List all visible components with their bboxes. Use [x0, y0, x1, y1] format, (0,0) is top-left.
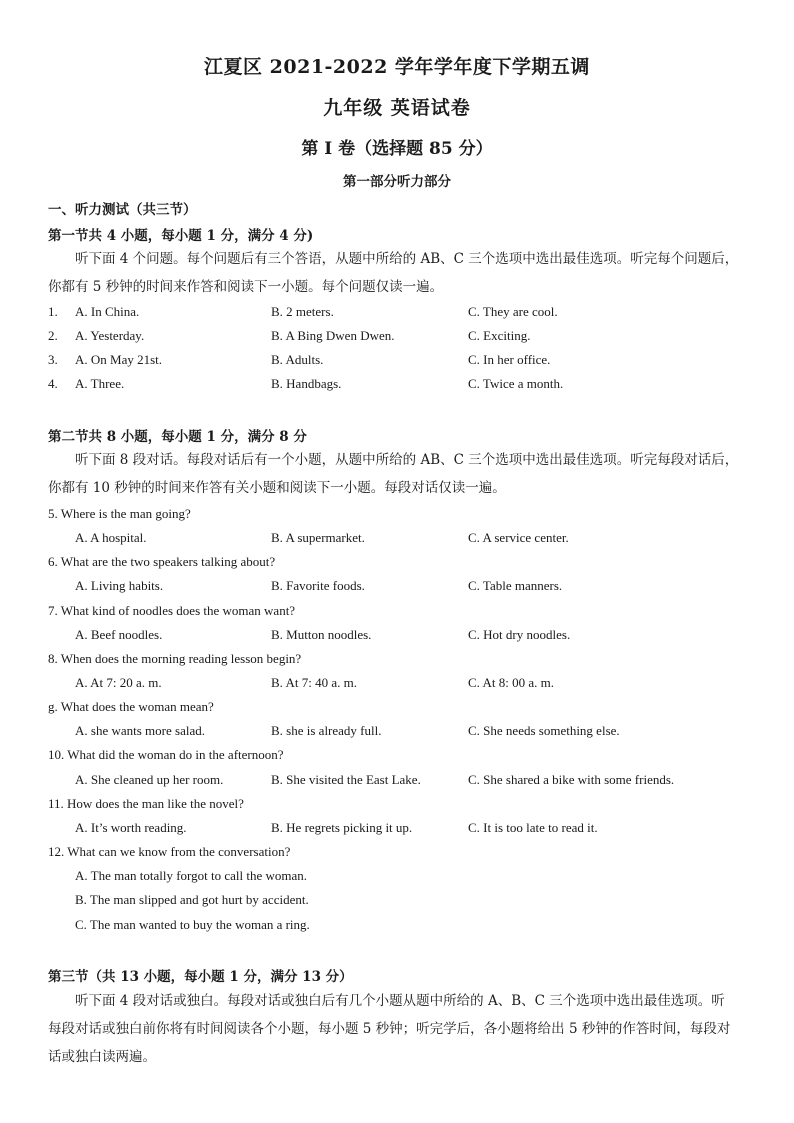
section3-line1: 听下面 4 段对话或独白。每段对话或独白后有几个小题从题中所给的 A、B、C 三个选项中选出最佳选项。听: [75, 993, 725, 1009]
question-9: g. What does the woman mean?: [48, 699, 214, 714]
option-b: B. He regrets picking it up.: [271, 820, 413, 835]
option-a: A. A hospital.: [75, 530, 147, 545]
option-b: B. Mutton noodles.: [271, 627, 372, 642]
option-c: C. She needs something else.: [468, 723, 620, 738]
question-12: 12. What can we know from the conversation?: [48, 844, 291, 859]
option-c: C. She shared a bike with some friends.: [468, 772, 675, 787]
option-a: A. At 7: 20 a. m.: [75, 675, 162, 690]
section3-line3: 话或独白读两遍。: [48, 1049, 156, 1065]
section2-heading: 第二节共 8 小题，每小题 1 分，满分 8 分: [48, 429, 307, 445]
option-b: B. Favorite foods.: [271, 578, 365, 593]
section2-line2: 你都有 10 秒钟的时间来作答有关小题和阅读下一小题。每段对话仅读一遍。: [48, 480, 506, 496]
section2-instructions: [48, 446, 758, 502]
option-a: A. It’s worth reading.: [75, 820, 187, 835]
option-b: B. At 7: 40 a. m.: [271, 675, 357, 690]
question-8: 8. When does the morning reading lesson begin?: [48, 651, 302, 666]
section1-line1: 听下面 4 个问题。每个问题后有三个答语，从题中所给的 AB、C 三个选项中选出最佳选项。听完每个问题后，: [75, 251, 739, 267]
section-main-heading: 一、听力测试（共三节）: [48, 202, 197, 218]
option-b: B. The man slipped and got hurt by accident.: [75, 892, 309, 907]
option-b: B. she is already full.: [271, 723, 382, 738]
option-c: C. Hot dry noodles.: [468, 627, 571, 642]
option-a: A. She cleaned up her room.: [75, 772, 224, 787]
list-item: 2. A. Yesterday. B. A Bing Dwen Dwen. C. Exciting.: [48, 328, 531, 343]
exam-title: 江夏区 2021-2022 学年学年度下学期五调: [204, 56, 590, 78]
question-7: 7. What kind of noodles does the woman want?: [48, 603, 296, 618]
volume-title: 第 I 卷（选择题 85 分）: [301, 139, 493, 159]
list-item: 1. A. In China. B. 2 meters. C. They are cool.: [48, 304, 558, 319]
option-a: A. Living habits.: [75, 578, 164, 593]
section2-line1: 听下面 8 段对话。每段对话后有一个小题，从题中所给的 AB、C 三个选项中选出最佳选项。听完每段对话后，: [75, 452, 739, 468]
exam-subtitle: 九年级 英语试卷: [323, 97, 471, 119]
option-c: C. At 8: 00 a. m.: [468, 675, 554, 690]
option-b: B. A supermarket.: [271, 530, 365, 545]
option-c: C. A service center.: [468, 530, 569, 545]
section3-line2: 每段对话或独白前你将有时间阅读各个小题，每小题 5 秒钟；听完学后，各小题将给出 5 秒钟的作答时间，每段对: [48, 1021, 731, 1037]
option-b: B. She visited the East Lake.: [271, 772, 421, 787]
option-a: A. The man totally forgot to call the woman.: [75, 868, 308, 883]
part-title: 第一部分听力部分: [343, 174, 451, 190]
option-a: A. Beef noodles.: [75, 627, 163, 642]
question-6: 6. What are the two speakers talking about?: [48, 554, 276, 569]
list-item: 3. A. On May 21st. B. Adults. C. In her office.: [48, 352, 551, 367]
option-c: C. The man wanted to buy the woman a ring.: [75, 917, 310, 932]
option-a: A. she wants more salad.: [75, 723, 205, 738]
section1-instructions: [48, 245, 758, 301]
section1-line2: 你都有 5 秒钟的时间来作答和阅读下一小题。每个问题仅读一遍。: [48, 279, 444, 295]
section1-heading: 第一节共 4 小题，每小题 1 分，满分 4 分): [48, 228, 314, 244]
option-c: C. It is too late to read it.: [468, 820, 598, 835]
question-11: 11. How does the man like the novel?: [48, 796, 244, 811]
question-10: 10. What did the woman do in the afternoon?: [48, 747, 284, 762]
option-c: C. Table manners.: [468, 578, 563, 593]
question-5: 5. Where is the man going?: [48, 506, 191, 521]
section3-instructions: [48, 987, 758, 1071]
section3-heading: 第三节（共 13 小题，每小题 1 分，满分 13 分）: [48, 969, 353, 985]
list-item: 4. A. Three. B. Handbags. C. Twice a month.: [48, 376, 564, 391]
